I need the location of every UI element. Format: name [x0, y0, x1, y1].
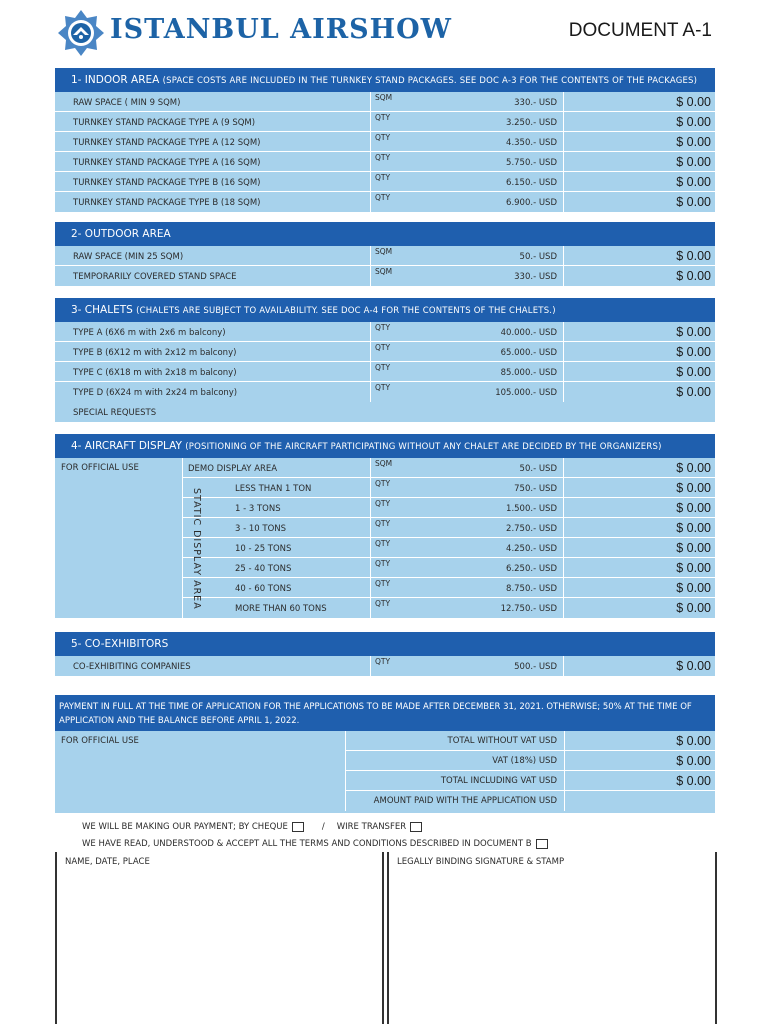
amount-field[interactable]: $ 0.00	[676, 521, 711, 535]
unit-price: 50.- USD	[519, 252, 557, 262]
document-header	[0, 0, 770, 66]
unit-price: 1.500.- USD	[506, 504, 557, 514]
price-row[interactable]	[55, 132, 715, 152]
document-id: DOCUMENT A-1	[568, 20, 712, 41]
payment-official-use-cell	[55, 731, 345, 813]
unit-price: 750.- USD	[514, 484, 557, 494]
static-display-band	[183, 478, 223, 618]
payment-method-label: WE WILL BE MAKING OUR PAYMENT; BY CHEQUE	[82, 821, 288, 832]
payment-label: VAT (18%) USD	[492, 756, 557, 766]
payment-method-checks	[82, 818, 554, 852]
unit-label: QTY	[375, 113, 391, 122]
amount-field[interactable]: $ 0.00	[676, 461, 711, 475]
item-label: 3 - 10 TONS	[235, 524, 287, 534]
amount-field[interactable]: $ 0.00	[676, 155, 711, 169]
payment-amount-field[interactable]: $ 0.00	[676, 734, 711, 748]
amount-field[interactable]: $ 0.00	[676, 135, 711, 149]
column-divider	[563, 362, 564, 381]
price-row[interactable]	[183, 578, 715, 598]
unit-price: 12.750.- USD	[500, 604, 557, 614]
price-row[interactable]	[183, 498, 715, 518]
unit-label: QTY	[375, 519, 391, 528]
unit-label: QTY	[375, 363, 391, 372]
payment-label: TOTAL INCLUDING VAT USD	[440, 776, 557, 786]
column-divider	[370, 152, 371, 171]
price-row[interactable]	[55, 192, 715, 212]
unit-price: 500.- USD	[514, 662, 557, 672]
item-label: DEMO DISPLAY AREA	[188, 464, 278, 474]
column-divider	[370, 362, 371, 381]
static-display-label: STATIC DISPLAY AREA	[191, 488, 202, 610]
name-date-place-box[interactable]	[55, 852, 384, 1024]
column-divider	[564, 791, 565, 811]
item-label: RAW SPACE (MIN 25 SQM)	[73, 252, 184, 262]
payment-row[interactable]	[345, 731, 715, 751]
item-label: TYPE C (6X18 m with 2x18 m balcony)	[73, 368, 237, 378]
price-row[interactable]	[55, 322, 715, 342]
column-divider	[370, 172, 371, 191]
amount-field[interactable]: $ 0.00	[676, 659, 711, 673]
column-divider	[563, 656, 564, 676]
column-divider	[563, 112, 564, 131]
unit-label: SQM	[375, 93, 393, 102]
item-label: 25 - 40 TONS	[235, 564, 292, 574]
payment-label: AMOUNT PAID WITH THE APPLICATION USD	[373, 796, 557, 806]
unit-price: 65.000.- USD	[500, 348, 557, 358]
unit-price: 85.000.- USD	[500, 368, 557, 378]
column-divider	[563, 192, 564, 212]
wire-transfer-checkbox[interactable]	[410, 822, 422, 832]
column-divider	[563, 246, 564, 265]
section-header	[55, 222, 715, 246]
column-divider	[563, 152, 564, 171]
amount-field[interactable]: $ 0.00	[676, 95, 711, 109]
column-divider	[370, 132, 371, 151]
price-row[interactable]	[55, 172, 715, 192]
amount-field[interactable]: $ 0.00	[676, 601, 711, 615]
item-label: MORE THAN 60 TONS	[235, 604, 327, 614]
column-divider	[563, 322, 564, 341]
unit-price: 330.- USD	[514, 272, 557, 282]
column-divider	[563, 266, 564, 286]
price-row[interactable]	[183, 598, 715, 618]
column-divider	[370, 266, 371, 286]
unit-label: SQM	[375, 459, 393, 468]
payment-section	[55, 695, 715, 813]
section-title: 2- OUTDOOR AREA	[71, 228, 171, 240]
price-row[interactable]	[183, 558, 715, 578]
separator-slash: /	[321, 821, 325, 832]
item-label: LESS THAN 1 TON	[235, 484, 312, 494]
column-divider	[370, 656, 371, 676]
signature-stamp-label: LEGALLY BINDING SIGNATURE & STAMP	[397, 857, 565, 867]
item-label: TURNKEY STAND PACKAGE TYPE B (18 SQM)	[73, 198, 261, 208]
item-label: 10 - 25 TONS	[235, 544, 292, 554]
column-divider	[370, 92, 371, 111]
payment-amount-field[interactable]: $ 0.00	[676, 774, 711, 788]
amount-field[interactable]: $ 0.00	[676, 581, 711, 595]
price-row[interactable]	[55, 92, 715, 112]
unit-price: 330.- USD	[514, 98, 557, 108]
unit-price: 4.250.- USD	[506, 544, 557, 554]
unit-price: 6.150.- USD	[506, 178, 557, 188]
terms-accept-label: WE HAVE READ, UNDERSTOOD & ACCEPT ALL THE TERMS AND CONDITIONS DESCRIBED IN DOCUMENT B	[82, 838, 532, 849]
column-divider	[563, 538, 564, 557]
section-title: 1- INDOOR AREA	[71, 74, 160, 86]
amount-field[interactable]: $ 0.00	[676, 269, 711, 283]
column-divider	[370, 322, 371, 341]
amount-field[interactable]: $ 0.00	[676, 541, 711, 555]
official-use-cell	[55, 458, 183, 618]
signature-stamp-box[interactable]	[387, 852, 717, 1024]
amount-field[interactable]: $ 0.00	[676, 175, 711, 189]
amount-field[interactable]: $ 0.00	[676, 365, 711, 379]
price-row[interactable]	[55, 246, 715, 266]
payment-terms: PAYMENT IN FULL AT THE TIME OF APPLICATION FOR THE APPLICATIONS TO BE MADE AFTER DECEMBER 31, 2021. OTHERWISE; 50% AT THE TIME OF APPLICATION AND THE BALANCE BEFORE APRIL 1, 2022.	[55, 695, 715, 731]
column-divider	[370, 478, 371, 497]
unit-label: QTY	[375, 323, 391, 332]
column-divider	[370, 598, 371, 618]
price-row[interactable]	[55, 152, 715, 172]
column-divider	[563, 458, 564, 477]
wire-transfer-label: WIRE TRANSFER	[336, 821, 407, 832]
column-divider	[370, 558, 371, 577]
price-row[interactable]	[183, 538, 715, 558]
unit-label: QTY	[375, 499, 391, 508]
item-label: 40 - 60 TONS	[235, 584, 292, 594]
section-header	[55, 632, 715, 656]
column-divider	[563, 132, 564, 151]
amount-field[interactable]: $ 0.00	[676, 561, 711, 575]
column-divider	[563, 498, 564, 517]
section-aircraft-display	[55, 434, 715, 618]
unit-label: QTY	[375, 173, 391, 182]
unit-label: QTY	[375, 383, 391, 392]
section-header	[55, 68, 715, 92]
unit-label: QTY	[375, 579, 391, 588]
section-indoor-area	[55, 68, 715, 212]
section-title: 4- AIRCRAFT DISPLAY	[71, 440, 182, 452]
column-divider	[564, 751, 565, 770]
price-row[interactable]	[183, 458, 715, 478]
amount-field[interactable]: $ 0.00	[676, 481, 711, 495]
terms-accept-checkbox[interactable]	[536, 839, 548, 849]
item-label: TYPE B (6X12 m with 2x12 m balcony)	[73, 348, 237, 358]
column-divider	[370, 578, 371, 597]
price-row[interactable]	[55, 342, 715, 362]
section-title: 5- CO-EXHIBITORS	[71, 638, 169, 650]
payment-row[interactable]	[345, 771, 715, 791]
unit-label: SQM	[375, 267, 393, 276]
payment-label: TOTAL WITHOUT VAT USD	[447, 736, 557, 746]
unit-price: 3.250.- USD	[506, 118, 557, 128]
price-row[interactable]	[55, 112, 715, 132]
column-divider	[370, 112, 371, 131]
unit-label: QTY	[375, 343, 391, 352]
amount-field[interactable]: $ 0.00	[676, 325, 711, 339]
amount-field[interactable]: $ 0.00	[676, 249, 711, 263]
column-divider	[370, 498, 371, 517]
unit-label: QTY	[375, 559, 391, 568]
column-divider	[370, 192, 371, 212]
amount-field[interactable]: $ 0.00	[676, 195, 711, 209]
column-divider	[563, 382, 564, 402]
brand-title: ISTANBUL AIRSHOW	[110, 14, 452, 45]
payment-official-use-label: FOR OFFICIAL USE	[61, 736, 139, 746]
column-divider	[563, 578, 564, 597]
column-divider	[370, 458, 371, 477]
unit-price: 6.900.- USD	[506, 198, 557, 208]
item-label: TURNKEY STAND PACKAGE TYPE A (16 SQM)	[73, 158, 261, 168]
price-row[interactable]	[55, 382, 715, 402]
item-label: TURNKEY STAND PACKAGE TYPE A (12 SQM)	[73, 138, 261, 148]
unit-price: 4.350.- USD	[506, 138, 557, 148]
item-label: 1 - 3 TONS	[235, 504, 281, 514]
column-divider	[563, 598, 564, 618]
unit-price: 50.- USD	[519, 464, 557, 474]
item-label: TYPE D (6X24 m with 2x24 m balcony)	[73, 388, 238, 398]
item-label: TYPE A (6X6 m with 2x6 m balcony)	[73, 328, 226, 338]
price-row[interactable]	[183, 478, 715, 498]
column-divider	[563, 172, 564, 191]
price-row[interactable]	[183, 518, 715, 538]
unit-label: QTY	[375, 657, 391, 666]
item-label: CO-EXHIBITING COMPANIES	[73, 662, 191, 672]
column-divider	[563, 558, 564, 577]
unit-price: 105.000.- USD	[495, 388, 557, 398]
payment-row[interactable]	[345, 751, 715, 771]
section-co-exhibitors	[55, 632, 715, 676]
name-date-place-label: NAME, DATE, PLACE	[65, 857, 150, 867]
section-note: (CHALETS ARE SUBJECT TO AVAILABILITY. SEE DOC A-4 FOR THE CONTENTS OF THE CHALETS.)	[136, 306, 556, 316]
amount-field[interactable]: $ 0.00	[676, 345, 711, 359]
amount-field[interactable]: $ 0.00	[676, 501, 711, 515]
price-row[interactable]	[55, 362, 715, 382]
section-header	[55, 434, 715, 458]
section-header	[55, 298, 715, 322]
price-row[interactable]	[55, 266, 715, 286]
item-label: TEMPORARILY COVERED STAND SPACE	[73, 272, 237, 282]
item-label: RAW SPACE ( MIN 9 SQM)	[73, 98, 181, 108]
column-divider	[370, 538, 371, 557]
unit-label: SQM	[375, 247, 393, 256]
unit-price: 5.750.- USD	[506, 158, 557, 168]
section-outdoor-area	[55, 222, 715, 286]
amount-field[interactable]: $ 0.00	[676, 115, 711, 129]
column-divider	[563, 478, 564, 497]
section-note: (SPACE COSTS ARE INCLUDED IN THE TURNKEY STAND PACKAGES. SEE DOC A-3 FOR THE CONTENTS OF THE PACKAGES)	[162, 76, 698, 86]
column-divider	[563, 518, 564, 537]
unit-label: QTY	[375, 153, 391, 162]
unit-label: QTY	[375, 193, 391, 202]
official-use-label: FOR OFFICIAL USE	[61, 463, 139, 473]
section-chalets	[55, 298, 715, 422]
item-label: TURNKEY STAND PACKAGE TYPE B (16 SQM)	[73, 178, 261, 188]
section-title: 3- CHALETS	[71, 304, 133, 316]
unit-price: 8.750.- USD	[506, 584, 557, 594]
payment-row[interactable]	[345, 791, 715, 811]
column-divider	[564, 731, 565, 750]
column-divider	[370, 342, 371, 361]
column-divider	[370, 246, 371, 265]
amount-field[interactable]: $ 0.00	[676, 385, 711, 399]
column-divider	[564, 771, 565, 790]
item-label: TURNKEY STAND PACKAGE TYPE A (9 SQM)	[73, 118, 256, 128]
section-note: (POSITIONING OF THE AIRCRAFT PARTICIPATING WITHOUT ANY CHALET ARE DECIDED BY THE ORGANIZERS)	[185, 442, 662, 452]
unit-price: 40.000.- USD	[500, 328, 557, 338]
special-requests-label: SPECIAL REQUESTS	[73, 408, 157, 418]
unit-price: 6.250.- USD	[506, 564, 557, 574]
unit-label: QTY	[375, 133, 391, 142]
special-requests-row[interactable]	[55, 402, 715, 422]
payment-amount-field[interactable]: $ 0.00	[676, 754, 711, 768]
column-divider	[563, 92, 564, 111]
cheque-checkbox[interactable]	[292, 822, 304, 832]
airshow-logo-icon	[56, 8, 106, 58]
unit-label: QTY	[375, 539, 391, 548]
unit-price: 2.750.- USD	[506, 524, 557, 534]
column-divider	[563, 342, 564, 361]
column-divider	[370, 518, 371, 537]
unit-label: QTY	[375, 479, 391, 488]
unit-label: QTY	[375, 599, 391, 608]
price-row[interactable]	[55, 656, 715, 676]
column-divider	[370, 382, 371, 402]
